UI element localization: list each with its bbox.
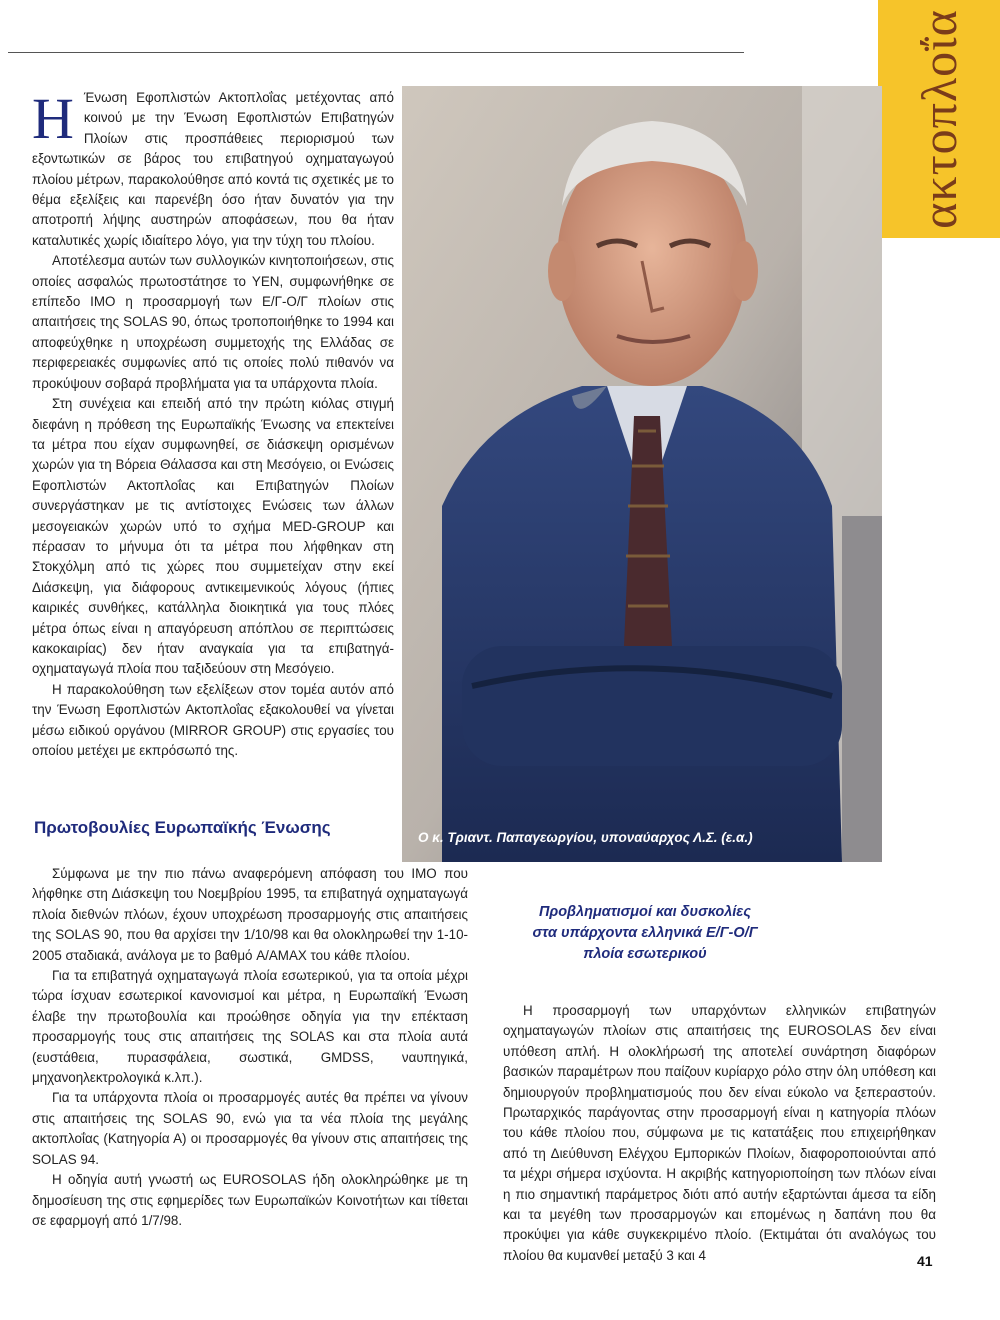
section-heading-eu: Πρωτοβουλίες Ευρωπαϊκής Ένωσης: [34, 818, 331, 837]
top-rule: [8, 52, 744, 53]
intro-paragraph-4: Η παρακολούθηση των εξελίξεων στον τομέα αυτόν από την Ένωση Εφοπλιστών Ακτοπλοΐας εξακολουθεί να γίνεται μέσω ειδικού οργάνου (MIRROR GROUP) στις εργασίες του οποίου μετέχει με εκπρόσωπό της.: [32, 681, 394, 758]
intro-paragraph-3: Στη συνέχεια και επειδή από την πρώτη κιόλας στιγμή διεφάνη η πρόθεση της Ευρωπαϊκής Ένωσης να επεκτείνει τα μέτρα που είχαν συμφωνηθεί, σε διάσκεψη ορισμένων χωρών για τη Βόρεια Θάλασσα και στη Μεσόγειο, οι Ενώσεις Εφοπλιστών Ακτοπλοΐας και Επιβατηγών Πλοίων συνεργάστηκαν με τις αντίστοιχες Ενώσεις των άλλων μεσογειακών χωρών υπό το σχήμα MED-GROUP και πέρασαν το μήνυμα ότι τα μέτρα που λήφθηκαν στη Στοκχόλμη από τις χώρες που συμμετείχαν στην εκεί Διάσκεψη, για διάφορους αντικειμενικούς λόγους (ήπιες καιρικές συνθήκες, κατάλληλα διοικητικά για τους πλόες μέτρα όπως είναι η απαγόρευση απόπλου σε περιπτώσεις κακοκαιρίας) δεν ήταν αναγκαία για τα επιβατηγά-οχηματαγωγά πλοία που ταξιδεύουν στη Μεσόγειο.: [32, 396, 394, 677]
problems-paragraph-1: Η προσαρμογή των υπαρχόντων ελληνικών επιβατηγών οχηματαγωγών πλοίων στις απαιτήσεις της EUROSOLAS δεν είναι υπόθεση απλή. Η ολοκλήρωσή της αποτελεί συνάρτηση διαφόρων βασικών παραμέτρων που παίζουν κυρίαρχο ρόλο στην όλη υπόθεση και δημιουργούν προβληματισμούς που δεν είναι εύκολο να ξεπεραστούν. Πρωταρχικός παράγοντας στην προσαρμογή είναι η κατηγορία πλόων του κάθε πλοίου που, σύμφωνα με τις κατατάξεις που επιχειρήθηκαν από τη Διεύθυνση Ελέγχου Εμπορικών Πλοίων, διαφοροποιούνται από τα μέχρι σήμερα ισχύοντα. Η ακριβής κατηγοριοποίηση των πλόων είναι η πιο σημαντική παράμετρος διότι από αυτήν εξαρτώνται άμεσα τα είδη και τα μεγέθη των προσαρμογών και επομένως η δαπάνη που θα προκύψει για κάθε συγκεκριμένο πλοίο. (Εκτιμάται ότι αναλόγως του πλοίου θα κυμανθεί μεταξύ 3 και 4: [503, 1003, 936, 1263]
problems-column: [503, 1001, 936, 1266]
intro-paragraph-1: Ένωση Εφοπλιστών Ακτοπλοΐας μετέχοντας από κοινού με την Ένωση Εφοπλιστών Επιβατηγών Πλοίων στις προσπάθειες περιορισμού των εξοντωτικών σε βάρος του επιβατηγού οχηματαγωγού πλοίου μέτρων, παρακολούθησε από κοντά τις σχετικές με το θέμα εξελίξεις και παρενέβη όσο ήταν δυνατόν για την αποτροπή λήψης αυστηρών αποφάσεων, που θα ήταν καταλυτικές χωρίς ιδιαίτερο λόγο, για την τύχη του πλοίου.: [32, 90, 394, 248]
section-tab-label: ακτοπλοΐα: [911, 9, 967, 229]
heading-line-1: Προβληματισμοί και δυσκολίες: [539, 904, 751, 920]
intro-paragraph-2: Αποτέλεσμα αυτών των συλλογικών κινητοποιήσεων, στις οποίες ασφαλώς πρωτοστάτησε το ΥΕΝ, συμφωνήθηκε σε επίπεδο IMO η προσαρμογή των Ε/Γ-Ο/Γ πλοίων στις απαιτήσεις της SOLAS 90, όπως τροποποιήθηκε το 1994 και αποφεύχθηκε η υποχρέωση συμμετοχής της Ελλάδας σε περιφερειακές συμφωνίες από τις οποίες πολύ πιθανόν να προκύψουν σοβαρά προβλήματα για τα υπάρχοντα πλοία.: [32, 253, 394, 391]
intro-column: [32, 88, 394, 761]
heading-line-3: πλοία εσωτερικού: [583, 946, 707, 962]
heading-line-2: στα υπάρχοντα ελληνικά Ε/Γ-Ο/Γ: [532, 925, 758, 941]
dropcap: Η: [32, 86, 74, 151]
section-tab: [878, 0, 1000, 238]
eu-paragraph-3: Για τα υπάρχοντα πλοία οι προσαρμογές αυτές θα πρέπει να γίνουν στις απαιτήσεις της SOLAS 90, ενώ για τα νέα πλοία της μεγάλης ακτοπλοΐας (Κατηγορία Α) οι προσαρμογές θα γίνουν στις απαιτήσεις της SOLAS 94.: [32, 1090, 468, 1167]
eu-paragraph-4: Η οδηγία αυτή γνωστή ως EUROSOLAS ήδη ολοκληρώθηκε με τη δημοσίευση της στις εφημερίδες των Ευρωπαϊκών Κοινοτήτων και τίθεται σε εφαρμογή από 1/7/98.: [32, 1172, 468, 1228]
eu-paragraph-2: Για τα επιβατηγά οχηματαγωγά πλοία εσωτερικού, για τα οποία μέχρι τώρα ίσχυαν εσωτερικοί κανονισμοί και μέτρα, η Ευρωπαϊκή Ένωση έλαβε την πρωτοβουλία και προώθησε οδηγία για την επέκταση προσαρμογής τους στις απαιτήσεις της SOLAS και στα πλοία αυτά (ευστάθεια, πυρασφάλεια, σωστικά, GMDSS, ναυπηγικά, μηχανοηλεκτρολογικά κ.λπ.).: [32, 968, 468, 1086]
portrait-illustration: [402, 86, 882, 862]
photo-caption: Ο κ. Τριαντ. Παπαγεωργίου, υποναύαρχος Λ.Σ. (ε.α.): [418, 830, 753, 845]
section-heading-problems: [500, 902, 790, 965]
portrait-photo: [402, 86, 882, 862]
eu-paragraph-1: Σύμφωνα με την πιο πάνω αναφερόμενη απόφαση του IMO που λήφθηκε στη Διάσκεψη του Νοεμβρίου 1995, τα επιβατηγά οχηματαγωγά πλοία διεθνών πλόων, έχουν υποχρέωση προσαρμογής στις απαιτήσεις της SOLAS 90, που θα αρχίσει την 1/10/98 και θα ολοκληρωθεί την 1-10-2005 σταδιακά, ανάλογα με το βαθμό A/AMAX του κάθε πλοίου.: [32, 866, 468, 963]
eu-column: [32, 864, 468, 1231]
page-number: 41: [917, 1253, 933, 1269]
